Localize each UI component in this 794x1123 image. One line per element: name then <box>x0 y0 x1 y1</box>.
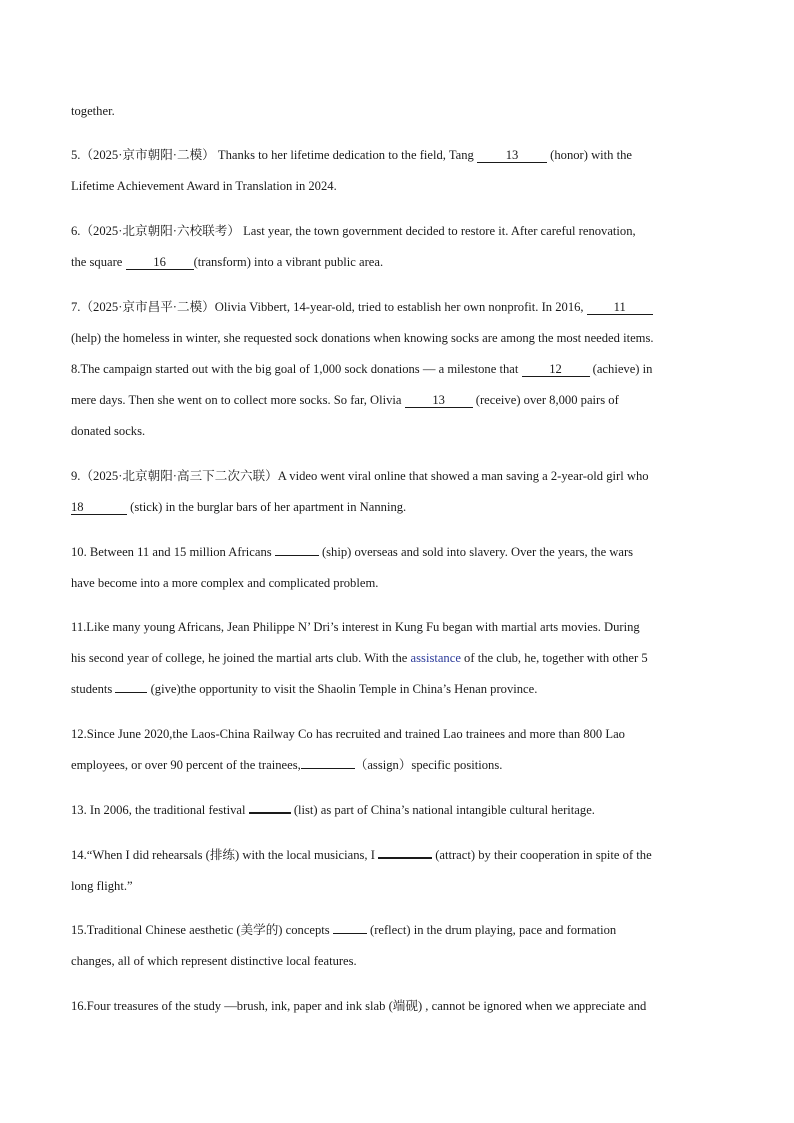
question-7 <box>71 292 723 447</box>
text-line: 8.The campaign started out with the big goal of 1,000 sock donations — a milestone that 12 (achieve) in <box>71 362 653 376</box>
answer-blank[interactable]: 12 <box>522 362 590 377</box>
text-line: 13. In 2006, the traditional festival (list) as part of China’s national intangible cultural heritage. <box>71 803 595 817</box>
answer-blank[interactable] <box>378 857 432 859</box>
answer-blank[interactable]: 16 <box>126 255 194 270</box>
text-line: the square 16 (transform) into a vibrant public area. <box>71 255 384 269</box>
text-line: 16.Four treasures of the study —brush, ink, paper and ink slab (端砚) , cannot be ignored when we appreciate and <box>71 999 647 1013</box>
answer-blank[interactable]: 11 <box>587 300 653 315</box>
answer-blank[interactable] <box>301 768 355 769</box>
answer-blank[interactable] <box>333 933 367 934</box>
text-line: mere days. Then she went on to collect more socks. So far, Olivia 13 (receive) over 8,000 pairs of <box>71 393 619 407</box>
paragraph-continuation <box>71 96 723 127</box>
text-line: 14.“When I did rehearsals (排练) with the local musicians, I (attract) by their cooperation in spite of the <box>71 848 652 862</box>
text-line: Lifetime Achievement Award in Translation in 2024. <box>71 179 337 193</box>
text-line: 5.（2025·京市朝阳·二模） Thanks to her lifetime dedication to the field, Tang 13 (honor) with the <box>71 148 633 162</box>
question-13 <box>71 795 723 826</box>
question-16 <box>71 991 723 1022</box>
text-line: have become into a more complex and complicated problem. <box>71 576 379 590</box>
highlighted-word: assistance <box>410 651 461 665</box>
text-line: donated socks. <box>71 424 146 438</box>
question-14 <box>71 840 723 902</box>
text-line: 15.Traditional Chinese aesthetic (美学的) concepts (reflect) in the drum playing, pace and formation <box>71 923 617 937</box>
text-line: 7.（2025·京市昌平·二模）Olivia Vibbert, 14-year-old, tried to establish her own nonprofit. In 2016, 11 <box>71 292 723 323</box>
text-line: 9.（2025·北京朝阳·高三下二次六联）A video went viral online that showed a man saving a 2-year-old girl who <box>71 469 649 483</box>
question-9 <box>71 461 723 523</box>
text-line: students (give)the opportunity to visit the Shaolin Temple in China’s Henan province. <box>71 682 538 696</box>
answer-blank[interactable]: 18 <box>71 500 127 515</box>
answer-blank[interactable] <box>275 555 319 556</box>
text-line: 10. Between 11 and 15 million Africans (ship) overseas and sold into slavery. Over the years, the wars <box>71 545 634 559</box>
text-line: employees, or over 90 percent of the trainees, （assign）specific positions. <box>71 758 503 772</box>
text-line: together. <box>71 104 115 118</box>
answer-blank[interactable]: 13 <box>405 393 473 408</box>
question-6 <box>71 216 723 278</box>
question-11 <box>71 612 723 705</box>
text-line: 6.（2025·北京朝阳·六校联考） Last year, the town government decided to restore it. After careful renovation, <box>71 224 636 238</box>
answer-blank[interactable]: 13 <box>477 148 547 163</box>
text-line: 18 (stick) in the burglar bars of her apartment in Nanning. <box>71 500 407 514</box>
text-line: (help) the homeless in winter, she requested sock donations when knowing socks are among the most needed items. <box>71 331 654 345</box>
answer-blank[interactable] <box>115 692 147 693</box>
text-line: changes, all of which represent distinctive local features. <box>71 954 357 968</box>
answer-blank[interactable] <box>249 812 291 814</box>
text-line: 11.Like many young Africans, Jean Philippe N’ Dri’s interest in Kung Fu began with martial arts movies. During <box>71 620 640 634</box>
text-line: his second year of college, he joined the martial arts club. With the assistance of the club, he, together with other 5 <box>71 651 648 665</box>
question-12 <box>71 719 723 781</box>
question-5 <box>71 140 723 202</box>
question-10 <box>71 537 723 599</box>
text-line: long flight.” <box>71 879 133 893</box>
text-line: 12.Since June 2020,the Laos-China Railway Co has recruited and trained Lao trainees and more than 800 Lao <box>71 727 625 741</box>
question-15 <box>71 915 723 977</box>
